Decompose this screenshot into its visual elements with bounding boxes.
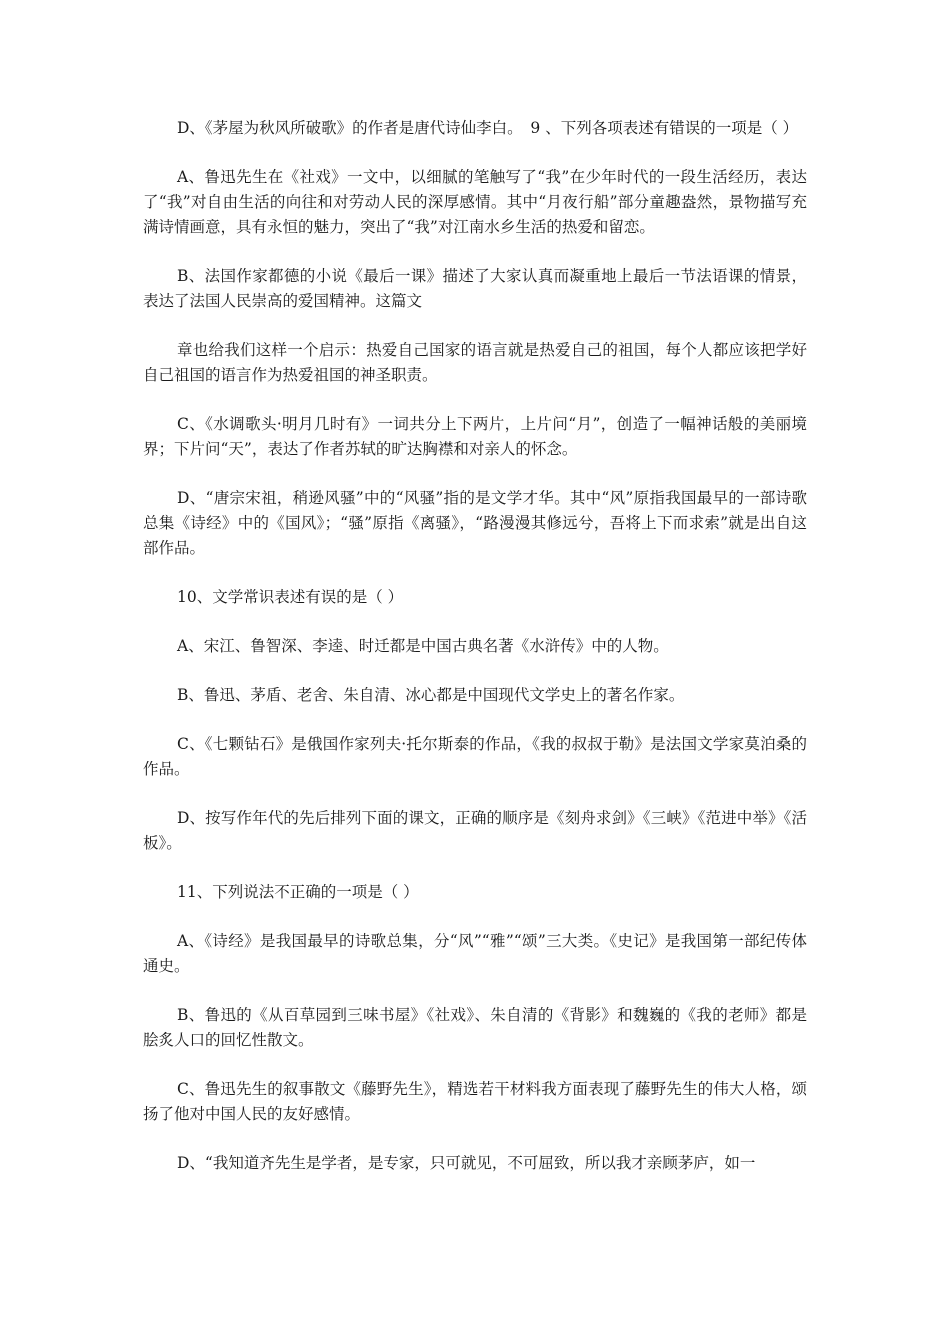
paragraph-q9-option-b-continued: 章也给我们这样一个启示：热爱自己国家的语言就是热爱自己的祖国，每个人都应该把学好自己祖国的语言作为热爱祖国的神圣职责。: [143, 341, 807, 384]
paragraph-q10-option-b: B、鲁迅、茅盾、老舍、朱自清、冰心都是中国现代文学史上的著名作家。: [177, 686, 685, 704]
paragraph-q10-option-d: D、按写作年代的先后排列下面的课文，正确的顺序是《刻舟求剑》《三峡》《范进中举》《活板》。: [143, 809, 807, 852]
document-body: [143, 116, 807, 1200]
question-11: 11、下列说法不正确的一项是（ ）: [177, 883, 419, 901]
paragraph-q9-option-d: D、“唐宗宋祖，稍逊风骚”中的“风骚”指的是文学才华。其中“风”原指我国最早的一部诗歌总集《诗经》中的《国风》；“骚”原指《离骚》，“路漫漫其修远兮，吾将上下而求索”就是出自这部作品。: [143, 489, 807, 557]
paragraph-q10-option-c: C、《七颗钻石》是俄国作家列夫·托尔斯泰的作品，《我的叔叔于勒》是法国文学家莫泊桑的作品。: [143, 735, 807, 778]
paragraph-q8-option-d: D、《茅屋为秋风所破歌》的作者是唐代诗仙李白。 9 、下列各项表述有错误的一项是（ ）: [177, 119, 799, 137]
question-10: 10、文学常识表述有误的是（ ）: [177, 588, 404, 606]
paragraph-q9-option-c: C、《水调歌头·明月几时有》一词共分上下两片，上片问“月”，创造了一幅神话般的美丽境界；下片问“天”，表达了作者苏轼的旷达胸襟和对亲人的怀念。: [143, 415, 807, 458]
paragraph-q11-option-c: C、鲁迅先生的叙事散文《藤野先生》，精选若干材料我方面表现了藤野先生的伟大人格，颂扬了他对中国人民的友好感情。: [143, 1080, 807, 1123]
paragraph-q9-option-a: A、鲁迅先生在《社戏》一文中，以细腻的笔触写了“我”在少年时代的一段生活经历，表达了“我”对自由生活的向往和对劳动人民的深厚感情。其中“月夜行船”部分童趣盎然，景物描写充满诗情画意，具有永恒的魅力，突出了“我”对江南水乡生活的热爱和留恋。: [143, 168, 807, 236]
paragraph-q9-option-b: B、法国作家都德的小说《最后一课》描述了大家认真而凝重地上最后一节法语课的情景，表达了法国人民崇高的爱国精神。这篇文: [143, 267, 807, 310]
paragraph-q10-option-a: A、宋江、鲁智深、李逵、时迁都是中国古典名著《水浒传》中的人物。: [177, 637, 669, 655]
paragraph-q11-option-a: A、《诗经》是我国最早的诗歌总集，分“风”“雅”“颂”三大类。《史记》是我国第一部纪传体通史。: [143, 932, 807, 975]
paragraph-q11-option-d: D、“我知道齐先生是学者，是专家，只可就见，不可屈致，所以我才亲顾茅庐，如一: [177, 1154, 756, 1172]
paragraph-q11-option-b: B、鲁迅的《从百草园到三味书屋》《社戏》、朱自清的《背影》和魏巍的《我的老师》都是脍炙人口的回忆性散文。: [143, 1006, 807, 1049]
